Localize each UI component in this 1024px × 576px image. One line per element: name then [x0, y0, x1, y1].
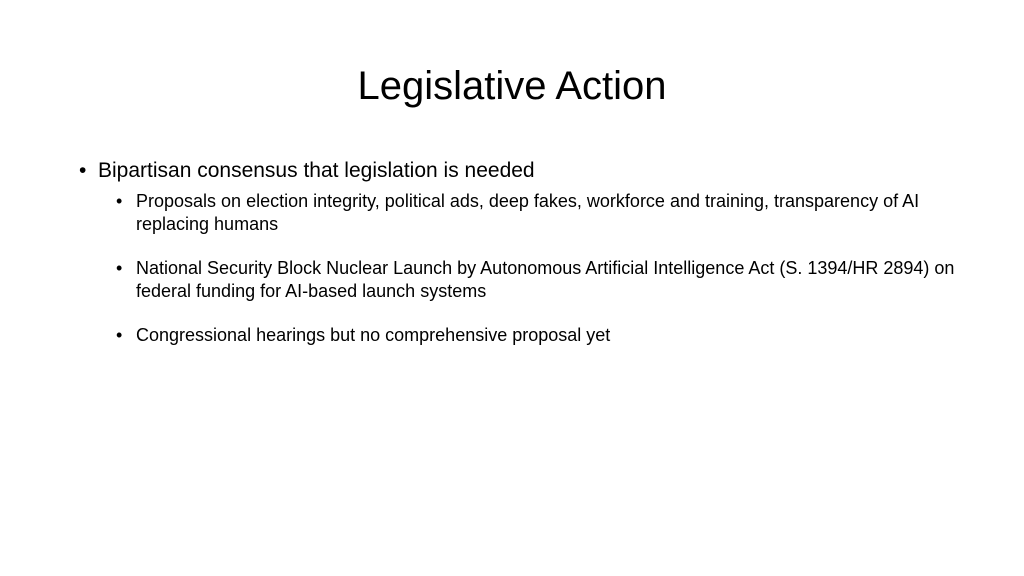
sub-bullet-item: [76, 257, 956, 303]
sub-bullet-list: [76, 190, 956, 347]
sub-bullet-dot-icon: •: [116, 325, 123, 345]
sub-bullet-text: Proposals on election integrity, political ads, deep fakes, workforce and training, transparency of AI replacing humans: [136, 191, 920, 234]
sub-bullet-dot-icon: •: [116, 191, 123, 211]
bullet-dot-icon: •: [79, 159, 87, 182]
bullet-text: Bipartisan consensus that legislation is needed: [98, 159, 535, 182]
sub-bullet-text: Congressional hearings but no comprehensive proposal yet: [136, 325, 611, 345]
sub-bullet-item: [76, 190, 956, 236]
bullet-item: [76, 156, 956, 186]
sub-bullet-item: [76, 324, 956, 347]
slide-title: Legislative Action: [357, 64, 667, 108]
sub-bullet-text: National Security Block Nuclear Launch by Autonomous Artificial Intelligence Act (S. 1394/HR 2894) on federal funding for AI-based launch systems: [136, 258, 955, 301]
sub-bullet-dot-icon: •: [116, 258, 123, 278]
slide-body: [76, 156, 956, 368]
